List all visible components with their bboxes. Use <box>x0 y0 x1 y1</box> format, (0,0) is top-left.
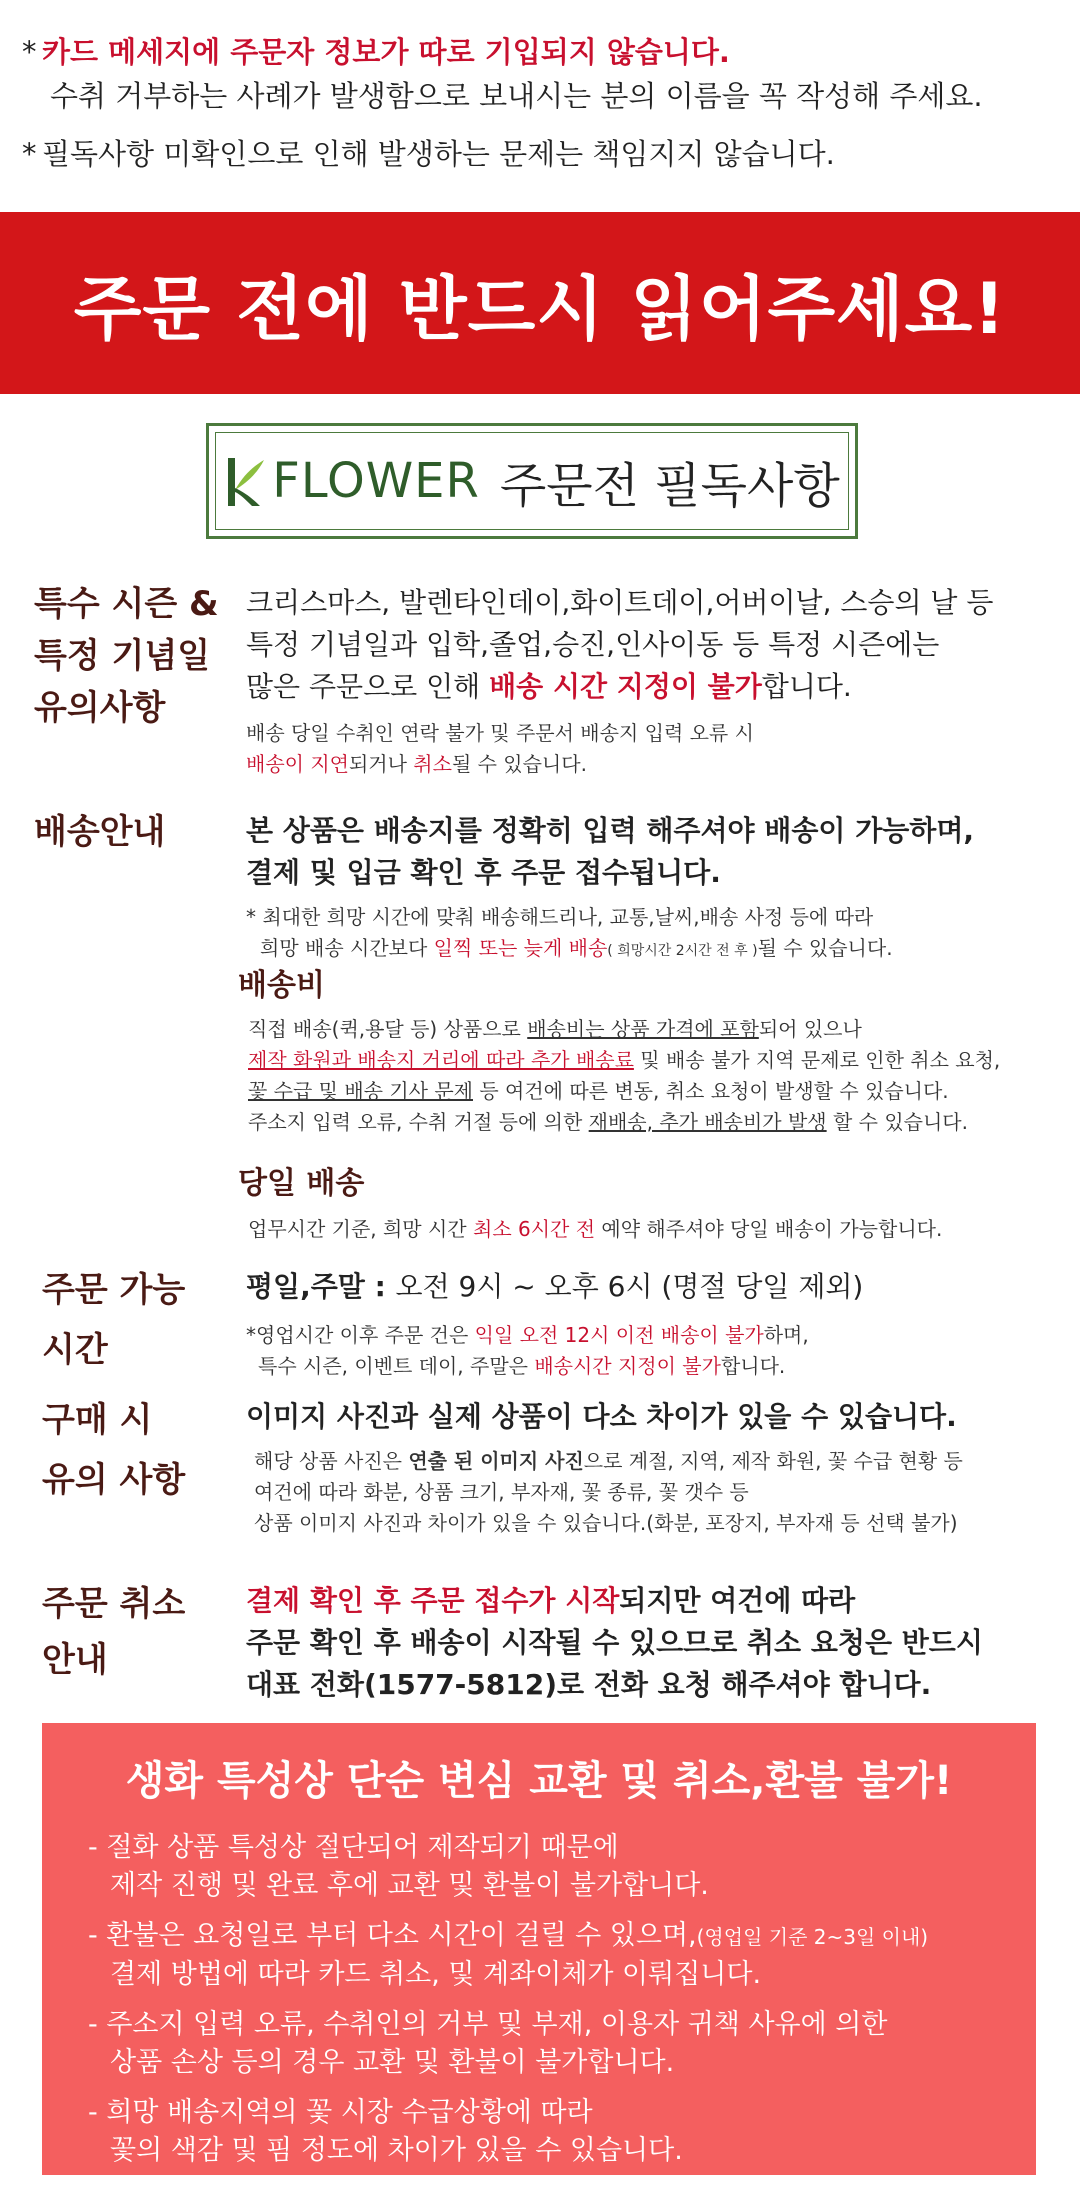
delay-warning: 배송이 지연 <box>246 752 349 776</box>
order-cancel-body <box>246 1580 1066 1706</box>
item-line <box>88 1917 1018 1956</box>
delivery-fee-heading: 배송비 <box>238 968 325 1003</box>
purchase-small-3: 상품 이미지 사진과 차이가 있을 수 있습니다.(화분, 포장지, 부자재 등 선택 불가) <box>254 1511 958 1535</box>
label-line: 특수 시즌 & <box>34 584 219 624</box>
hours-prefix: 평일,주말 : <box>246 1270 396 1303</box>
fee-line-4 <box>248 1107 1058 1138</box>
cancel-line-3: 대표 전화(1577-5812)로 전화 요청 해주셔야 합니다. <box>246 1668 932 1701</box>
delivery-small-1: * 최대한 희망 시간에 맞춰 배송해드리나, 교통,날씨,배송 사정 등에 따라 <box>246 905 874 929</box>
special-line-2: 특정 기념일과 입학,졸업,승진,인사이동 등 특정 시즌에는 <box>246 628 940 661</box>
kflower-logo-box <box>206 423 858 539</box>
item-line: - 희망 배송지역의 꽃 시장 수급상황에 따라 <box>88 2097 593 2128</box>
order-hours-body <box>246 1266 1066 1382</box>
label-line: 주문 가능 <box>42 1270 186 1310</box>
special-line-1: 크리스마스, 발렌타인데이,화이트데이,어버이날, 스승의 날 등 <box>246 586 994 619</box>
delivery-body <box>246 810 1066 967</box>
label-line: 특정 기념일 <box>34 636 211 676</box>
extra-fee-warning: 제작 화원과 배송지 거리에 따라 추가 배송료 <box>248 1048 634 1072</box>
text: 하며, <box>763 1323 809 1347</box>
purchase-line-1: 이미지 사진과 실제 상품이 다소 차이가 있을 수 있습니다. <box>246 1400 957 1433</box>
supply-issue-text: 꽃 수급 및 배송 기사 문제 <box>248 1079 473 1103</box>
label-line: 유의사항 <box>34 688 166 728</box>
logo-title: 주문전 필독사항 <box>499 457 840 514</box>
text: - 환불은 요청일로 부터 다소 시간이 걸릴 수 있으며, <box>88 1920 697 1951</box>
special-small-1: 배송 당일 수취인 연락 불가 및 주문서 배송지 입력 오류 시 <box>246 721 754 745</box>
fee-line-3 <box>248 1076 1058 1107</box>
item-line: - 절화 상품 특성상 절단되어 제작되기 때문에 <box>88 1832 619 1863</box>
text: 희망 배송 시간보다 <box>260 936 434 960</box>
delivery-line-1: 본 상품은 배송지를 정확히 입력 해주셔야 배송이 가능하며, <box>246 814 975 847</box>
purchase-small-2: 여건에 따라 화분, 상품 크기, 부자재, 꽃 종류, 꽃 갯수 등 <box>254 1480 749 1504</box>
fee-included-text: 배송비는 상품 가격에 포함 <box>527 1017 759 1041</box>
purchase-notes-label <box>42 1394 185 1506</box>
read-before-order-banner <box>0 212 1080 394</box>
text: 될 수 있습니다. <box>757 936 893 960</box>
item-line: 꽃의 색감 및 핌 정도에 차이가 있을 수 있습니다. <box>110 2135 683 2166</box>
asterisk: * <box>22 35 37 69</box>
text: 업무시간 기준, 희망 시간 <box>248 1217 473 1241</box>
item-line: 제작 진행 및 완료 후에 교환 및 환불이 불가합니다. <box>110 1870 709 1901</box>
label-line: 구매 시 <box>42 1400 153 1440</box>
delivery-line-2: 결제 및 입금 확인 후 주문 접수됩니다. <box>246 856 721 889</box>
notice-line-1 <box>22 30 1062 74</box>
hours-small-1 <box>246 1320 1066 1351</box>
banner-title: 주문 전에 반드시 읽어주세요! <box>73 267 1007 350</box>
text: 되거나 <box>348 752 414 776</box>
hours-value: 오전 9시 ~ 오후 6시 (명절 당일 제외) <box>395 1270 864 1303</box>
text: 주소지 입력 오류, 수취 거절 등에 의한 <box>248 1110 589 1134</box>
no-time-warning: 배송시간 지정이 불가 <box>534 1354 721 1378</box>
refund-item-1 <box>88 1829 1018 1905</box>
notice-line-2 <box>22 132 1062 176</box>
text: 특수 시즌, 이벤트 데이, 주말은 <box>258 1354 535 1378</box>
refund-item-2 <box>88 1917 1018 1994</box>
fee-line-1 <box>248 1014 1058 1045</box>
same-day-heading: 당일 배송 <box>238 1166 365 1201</box>
logo-brand: FLOWER <box>272 453 480 509</box>
notice-line-2-text: 필독사항 미확인으로 인해 발생하는 문제는 책임지지 않습니다. <box>42 137 835 171</box>
same-day-line <box>238 1214 1058 1245</box>
purchase-small-1 <box>246 1446 1066 1477</box>
kflower-k-icon <box>224 452 266 510</box>
hours-line <box>246 1266 1066 1308</box>
special-line-3 <box>246 666 1066 708</box>
order-hours-label <box>42 1264 185 1376</box>
text: 및 배송 불가 지역 문제로 인한 취소 요청, <box>633 1048 1001 1072</box>
notice-line-1-cont: 수취 거부하는 사례가 발생함으로 보내시는 분의 이름을 꼭 작성해 주세요. <box>50 79 983 113</box>
item-line: 결제 방법에 따라 카드 취소, 및 계좌이체가 이뤄집니다. <box>110 1959 762 1990</box>
special-season-label <box>34 578 219 734</box>
business-days-note: (영업일 기준 2~3일 이내) <box>696 1925 929 1949</box>
item-line: - 주소지 입력 오류, 수취인의 거부 및 부재, 이용자 귀책 사유에 의한 <box>88 2009 888 2040</box>
no-refund-list <box>88 1829 1018 2182</box>
item-line: 상품 손상 등의 경우 교환 및 환불이 불가합니다. <box>110 2047 675 2078</box>
cancel-warning: 취소 <box>413 752 452 776</box>
text: 으로 계절, 지역, 제작 화원, 꽃 수급 현황 등 <box>583 1449 963 1473</box>
text: 되지만 여건에 따라 <box>619 1584 856 1617</box>
cancel-line-1 <box>246 1580 1066 1622</box>
text: 합니다. <box>720 1354 786 1378</box>
no-time-designation-warning: 배송 시간 지정이 불가 <box>489 670 762 703</box>
text: 많은 주문으로 인해 <box>246 670 490 703</box>
same-day-block <box>238 1160 1058 1245</box>
delivery-label: 배송안내 <box>34 812 166 852</box>
text: 될 수 있습니다. <box>451 752 587 776</box>
time-range-note: ( 희망시간 2시간 전 후 ) <box>607 943 758 959</box>
refund-item-3 <box>88 2006 1018 2082</box>
label-line: 시간 <box>42 1330 108 1370</box>
six-hours-warning: 최소 6시간 전 <box>473 1217 596 1241</box>
order-cancel-label <box>42 1578 185 1686</box>
logo-content <box>224 447 839 516</box>
fee-line-2 <box>248 1045 1058 1076</box>
delivery-fee-block <box>238 962 1058 1138</box>
top-notice <box>22 30 1062 176</box>
text: 되어 있으나 <box>758 1017 862 1041</box>
next-day-warning: 익일 오전 12시 이전 배송이 불가 <box>474 1323 764 1347</box>
asterisk: * <box>22 137 37 171</box>
text: 합니다. <box>761 670 852 703</box>
text: 등 여건에 따른 변동, 취소 요청이 발생할 수 있습니다. <box>473 1079 949 1103</box>
delivery-fee-text <box>238 1014 1058 1138</box>
label-line: 유의 사항 <box>42 1460 186 1500</box>
notice-warning-red: 카드 메세지에 주문자 정보가 따로 기입되지 않습니다. <box>42 35 730 69</box>
hours-small-2 <box>246 1351 1066 1382</box>
no-refund-notice-box <box>42 1723 1036 2175</box>
purchase-notes-body <box>246 1396 1066 1539</box>
text: 예약 해주셔야 당일 배송이 가능합니다. <box>595 1217 943 1241</box>
early-late-warning: 일찍 또는 늦게 배송 <box>433 936 608 960</box>
redelivery-fee-text: 재배송, 추가 배송비가 발생 <box>588 1110 827 1134</box>
label-line: 주문 취소 <box>42 1584 186 1624</box>
special-small-2 <box>246 749 1066 780</box>
text: 해당 상품 사진은 <box>254 1449 409 1473</box>
no-refund-title: 생화 특성상 단순 변심 교환 및 취소,환불 불가! <box>125 1758 953 1804</box>
text: 직접 배송(퀵,용달 등) 상품으로 <box>248 1017 528 1041</box>
special-season-body <box>246 582 1066 780</box>
text: 할 수 있습니다. <box>826 1110 968 1134</box>
text: *영업시간 이후 주문 건은 <box>246 1323 475 1347</box>
staged-photo-text: 연출 된 이미지 사진 <box>408 1449 584 1473</box>
refund-item-4 <box>88 2094 1018 2170</box>
cancel-line-2: 주문 확인 후 배송이 시작될 수 있으므로 취소 요청은 반드시 <box>246 1626 983 1659</box>
payment-confirm-text: 결제 확인 후 주문 접수가 시작 <box>246 1584 620 1617</box>
label-line: 안내 <box>42 1640 108 1680</box>
